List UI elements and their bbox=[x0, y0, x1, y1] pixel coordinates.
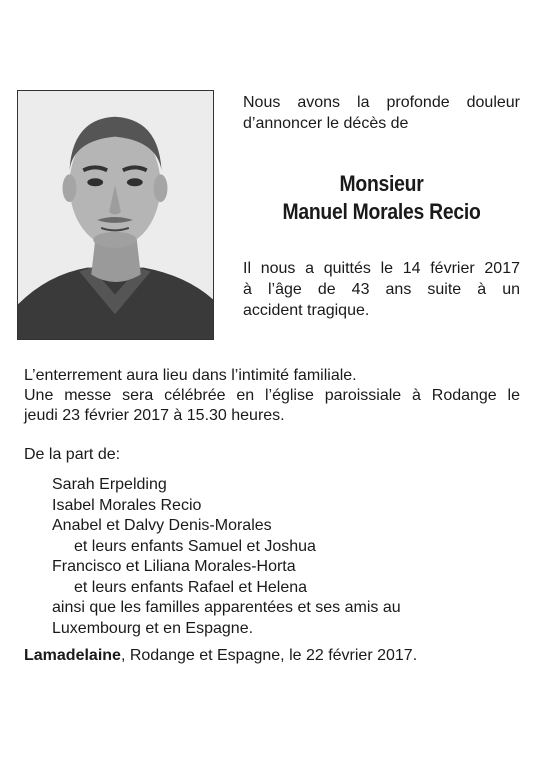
ceremony-line-2: Une messe sera célébrée en l’église paroissiale à Rodange le bbox=[24, 387, 520, 404]
deceased-name: Manuel Morales Recio bbox=[282, 199, 481, 224]
signature-place: Lamadelaine bbox=[24, 647, 121, 664]
family-list bbox=[52, 475, 452, 639]
signature-rest: , Rodange et Espagne, le 22 février 2017. bbox=[120, 647, 418, 664]
family-member-children: et leurs enfants Rafael et Helena bbox=[74, 578, 308, 596]
ceremony-line-3: jeudi 23 février 2017 à 15.30 heures. bbox=[24, 407, 285, 424]
ceremony-line-1: L’enterrement aura lieu dans l’intimité familiale. bbox=[24, 367, 357, 384]
portrait-photo bbox=[17, 90, 214, 340]
passing-line-3: accident tragique. bbox=[243, 302, 370, 319]
intro-line-1: Nous avons la profonde douleur bbox=[243, 94, 520, 111]
passing-line-1: Il nous a quittés le 14 février 2017 bbox=[243, 260, 520, 277]
passing-details bbox=[243, 258, 520, 321]
family-extended: Luxembourg et en Espagne. bbox=[52, 619, 254, 637]
intro-line-2: d’annoncer le décès de bbox=[243, 115, 409, 132]
family-member: Francisco et Liliana Morales-Horta bbox=[52, 558, 296, 575]
family-member: Anabel et Dalvy Denis-Morales bbox=[52, 517, 272, 534]
ceremony-details bbox=[24, 366, 520, 426]
announcement-intro bbox=[243, 92, 520, 134]
place-date-signature bbox=[24, 646, 520, 666]
from-label: De la part de: bbox=[24, 446, 121, 463]
family-extended: ainsi que les familles apparentées et ses amis au bbox=[52, 599, 401, 616]
deceased-title: Monsieur bbox=[339, 171, 424, 196]
passing-line-2: à l’âge de 43 ans suite à un bbox=[243, 281, 520, 298]
portrait-image bbox=[18, 91, 213, 339]
family-member: Sarah Erpelding bbox=[52, 476, 167, 493]
family-member: Isabel Morales Recio bbox=[52, 496, 202, 514]
deceased-name-block bbox=[260, 170, 504, 226]
family-member-children: et leurs enfants Samuel et Joshua bbox=[74, 537, 316, 555]
